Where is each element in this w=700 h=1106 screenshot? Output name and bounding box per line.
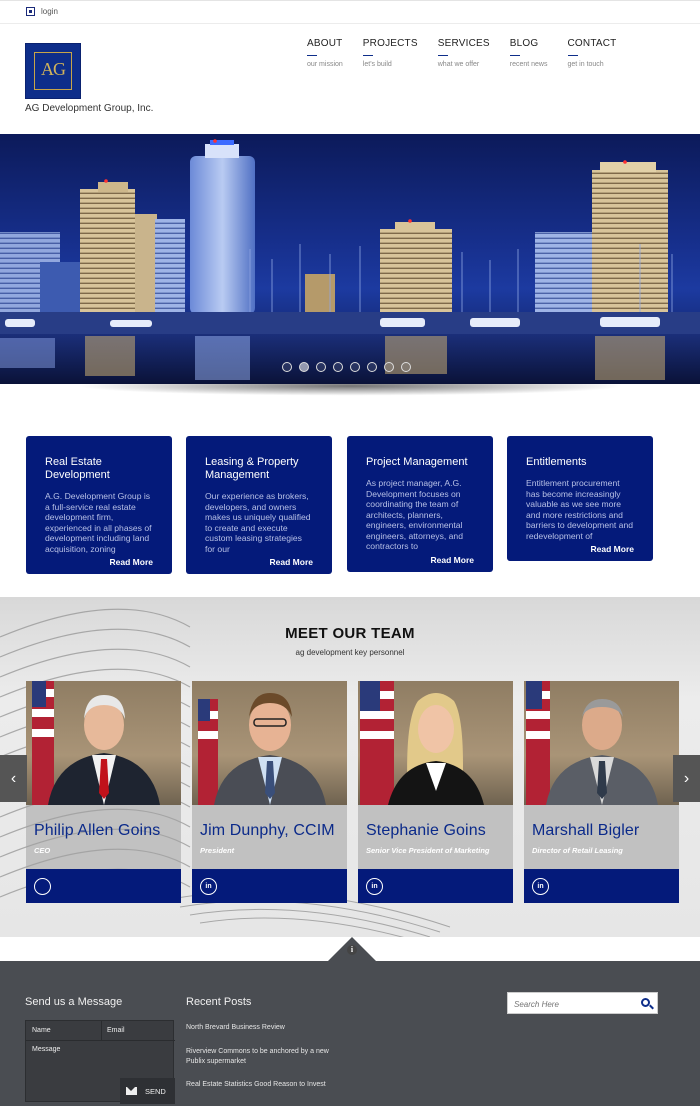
member-name: Jim Dunphy, CCIM	[200, 822, 335, 839]
slider-dot[interactable]	[350, 362, 360, 372]
nav-label: ABOUT	[307, 38, 343, 49]
company-name: AG Development Group, Inc.	[25, 103, 154, 114]
member-role: Senior Vice President of Marketing	[366, 846, 490, 855]
logo[interactable]	[25, 43, 81, 99]
hero-slider	[0, 134, 700, 384]
member-role: CEO	[34, 846, 51, 855]
member-info	[192, 805, 347, 869]
main-nav	[307, 38, 637, 68]
nav-sublabel: our mission	[307, 61, 343, 68]
member-portrait	[358, 681, 513, 805]
member-role: President	[200, 846, 235, 855]
nav-underline	[438, 55, 448, 56]
carousel-next-button[interactable]	[673, 755, 700, 802]
nav-item-contact[interactable]	[568, 38, 617, 68]
chevron-left-icon: ‹	[10, 770, 17, 787]
member-role: Director of Retail Leasing	[532, 846, 623, 855]
member-photo	[524, 681, 679, 805]
service-text: A.G. Development Group is a full-service real estate development firm, experienced in all phases of development including land acquisition, zoning	[45, 491, 152, 554]
member-portrait	[192, 681, 347, 805]
login-label: login	[41, 7, 58, 16]
read-more-link[interactable]: Read More	[269, 557, 313, 567]
slider-dot[interactable]	[367, 362, 377, 372]
read-more-link[interactable]: Read More	[109, 557, 153, 567]
nav-sublabel: let's build	[362, 61, 392, 68]
linkedin-icon[interactable]	[34, 878, 51, 895]
member-social-bar	[358, 869, 513, 903]
service-text: As project manager, A.G. Development focuses on coordinating the team of architects, planners, engineers, environmental engineers, attorneys, and contractors to	[366, 478, 463, 551]
nav-underline	[307, 55, 317, 56]
member-photo	[358, 681, 513, 805]
recent-post-link[interactable]: Real Estate Statistics Good Reason to Invest	[186, 1081, 326, 1088]
member-photo	[192, 681, 347, 805]
read-more-link[interactable]: Read More	[590, 544, 634, 554]
team-title: MEET OUR TEAM	[285, 625, 415, 642]
nav-underline	[568, 55, 578, 56]
read-more-link[interactable]: Read More	[430, 555, 474, 565]
member-social-bar	[26, 869, 181, 903]
chevron-right-icon: ›	[683, 770, 690, 787]
service-title: Real Estate Development	[45, 456, 110, 481]
service-text: Our experience as brokers, developers, and owners makes us uniquely qualified to create and execute custom leasing strategies for our	[205, 491, 311, 554]
member-portrait	[26, 681, 181, 805]
member-social-bar	[192, 869, 347, 903]
slider-dot[interactable]	[299, 362, 309, 372]
slider-dot[interactable]	[384, 362, 394, 372]
flag-icon	[360, 681, 394, 805]
member-photo	[26, 681, 181, 805]
nav-underline	[510, 55, 520, 56]
slider-dot[interactable]	[333, 362, 343, 372]
team-member-card[interactable]	[358, 681, 513, 904]
service-card-real-estate[interactable]	[26, 436, 172, 574]
service-text: Entitlement procurement has become increasingly valuable as we see more and more restrictions and barriers to development and redevelopment of	[526, 478, 634, 541]
service-title: Entitlements	[526, 456, 587, 468]
nav-label: SERVICES	[437, 38, 490, 49]
slider-dot[interactable]	[316, 362, 326, 372]
flag-icon	[526, 681, 550, 805]
service-title: Project Management	[366, 456, 468, 468]
flag-icon	[32, 681, 54, 805]
skyline-image	[0, 134, 700, 384]
search-box	[507, 992, 658, 1014]
nav-sublabel: recent news	[509, 61, 548, 68]
slider-dot[interactable]	[401, 362, 411, 372]
nav-item-services[interactable]	[438, 38, 490, 68]
carousel-prev-button[interactable]	[0, 755, 27, 802]
linkedin-icon[interactable]: in	[532, 878, 549, 895]
top-bar	[0, 0, 700, 24]
nav-sublabel: get in touch	[567, 61, 604, 68]
team-member-card[interactable]	[192, 681, 347, 904]
nav-item-blog[interactable]	[510, 38, 548, 68]
search-icon[interactable]	[641, 998, 650, 1007]
team-member-card[interactable]	[26, 681, 181, 904]
recent-post-link[interactable]: North Brevard Business Review	[186, 1024, 285, 1031]
email-field[interactable]: Email	[107, 1027, 125, 1034]
field-divider	[101, 1021, 102, 1040]
service-card-leasing[interactable]	[186, 436, 332, 574]
member-portrait	[524, 681, 679, 805]
member-info	[26, 805, 181, 869]
name-field[interactable]: Name	[32, 1027, 51, 1034]
member-social-bar	[524, 869, 679, 903]
team-member-card[interactable]	[524, 681, 679, 904]
envelope-icon	[126, 1087, 137, 1095]
info-icon: i	[347, 945, 357, 955]
linkedin-icon[interactable]: in	[366, 878, 383, 895]
footer-info-tab[interactable]	[328, 937, 376, 961]
member-name: Stephanie Goins	[366, 822, 486, 839]
slider-dot[interactable]	[282, 362, 292, 372]
nav-label: CONTACT	[567, 38, 617, 49]
slider-dots	[282, 362, 411, 372]
send-button[interactable]	[120, 1078, 175, 1104]
member-info	[358, 805, 513, 869]
linkedin-icon[interactable]: in	[200, 878, 217, 895]
nav-item-about[interactable]	[307, 38, 343, 68]
hero-shadow	[0, 384, 700, 414]
service-card-entitlements[interactable]	[507, 436, 653, 561]
flag-icon	[198, 699, 218, 805]
nav-label: BLOG	[509, 38, 539, 49]
member-info	[524, 805, 679, 869]
login-icon	[26, 7, 35, 16]
nav-label: PROJECTS	[362, 38, 418, 49]
logo-text: AG	[41, 59, 65, 79]
message-heading: Send us a Message	[25, 996, 123, 1008]
nav-underline	[363, 55, 373, 56]
service-card-project-management[interactable]	[347, 436, 493, 572]
nav-item-projects[interactable]	[363, 38, 418, 68]
service-title: Leasing & Property Management	[205, 456, 299, 481]
recent-post-link[interactable]: Riverview Commons to be anchored by a new Publix supermarket	[186, 1048, 329, 1065]
recent-posts-heading: Recent Posts	[186, 996, 252, 1008]
nav-sublabel: what we offer	[437, 61, 480, 68]
message-field[interactable]: Message	[32, 1046, 61, 1053]
send-label: SEND	[145, 1086, 166, 1096]
team-subtitle: ag development key personnel	[295, 648, 405, 657]
field-divider	[26, 1040, 175, 1041]
member-name: Philip Allen Goins	[34, 822, 161, 839]
login-link[interactable]	[26, 7, 58, 16]
member-name: Marshall Bigler	[532, 822, 640, 839]
search-input[interactable]	[514, 997, 634, 1011]
